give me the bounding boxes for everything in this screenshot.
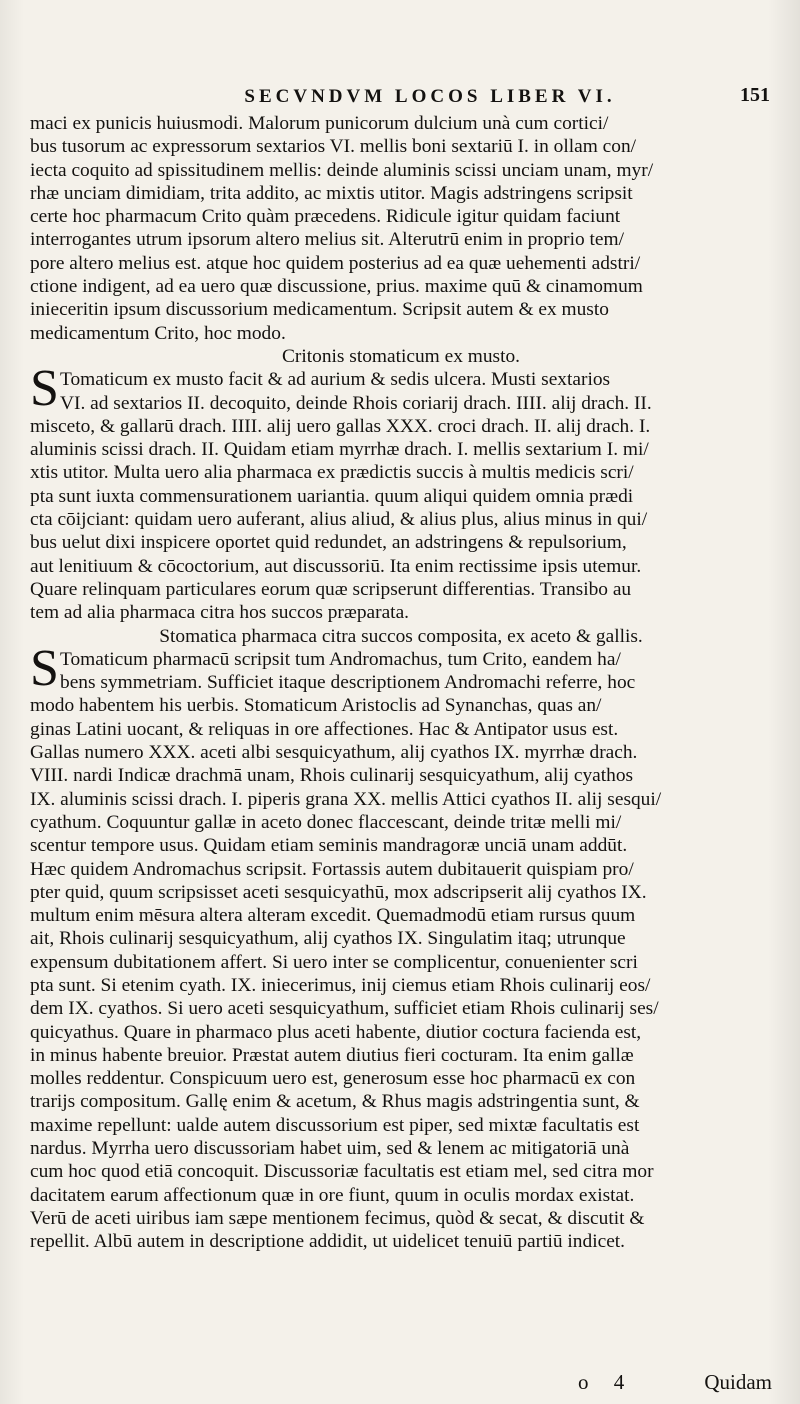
text-line: modo habentem his uerbis. Stomaticum Aristoclis ad Synanchas, quas an/ <box>30 695 602 717</box>
text-line: cyathum. Coquuntur gallæ in aceto donec flaccescant, deinde tritæ melli mi/ <box>30 811 622 833</box>
text-line: rhæ unciam dimidiam, trita addito, ac mixtis utitor. Magis adstringens scripsit <box>30 182 633 204</box>
text-line: scentur tempore usus. Quidam etiam seminis mandragoræ unciā unam addūt. <box>30 835 628 857</box>
text-line: expensum dubitationem affert. Si uero inter se complicentur, conuenienter scri <box>30 951 638 973</box>
text-line: bus uelut dixi inspicere oportet quid redundet, an adstringens & repulsorium, <box>30 532 627 554</box>
text-line: Verū de aceti uiribus iam sæpe mentionem fecimus, quòd & secat, & discutit & <box>30 1207 645 1229</box>
text-line: ait, Rhois culinarij sesquicyathum, alij cyathos IX. Singulatim itaq; utrunque <box>30 928 626 950</box>
text-line: iecta coquito ad spissitudinem mellis: deinde aluminis scissi unciam unam, myr/ <box>30 159 654 181</box>
text-line: in minus habente breuior. Præstat autem diutius fieri cocturam. Ita enim gallæ <box>30 1044 634 1066</box>
paragraph-intro <box>30 112 772 345</box>
text-line: bens symmetriam. Sufficiet itaque descriptionem Andromachi referre, hoc <box>60 672 636 694</box>
text-line: maci ex punicis huiusmodi. Malorum punicorum dulcium unà cum cortici/ <box>30 113 609 134</box>
text-line: trarijs compositum. Gallę enim & acetum, & Rhus magis adstringentia sunt, & <box>30 1091 640 1113</box>
drop-cap: S <box>30 639 59 697</box>
text-line: maxime repellunt: ualde autem discussorium est piper, sed mixtæ facultatis est <box>30 1114 640 1136</box>
text-line: molles reddentur. Conspicuum uero est, generosum esse hoc pharmacū ex con <box>30 1068 636 1090</box>
catchword: Quidam <box>704 1370 772 1394</box>
text-line: inieceritin ipsum discussorium medicamentum. Scripsit autem & ex musto <box>30 299 609 321</box>
text-line: VI. ad sextarios II. decoquito, deinde Rhois coriarij drach. IIII. alij drach. II. <box>60 392 652 414</box>
text-line: pore altero melius est. atque hoc quidem posterius ad ea quæ uehementi adstri/ <box>30 252 641 274</box>
text-line: ctione indigent, ad ea uero quæ discussione, prius. maxime quū & cinamomum <box>30 276 643 298</box>
text-line: pta sunt iuxta commensurationem uariantia. quum aliqui quidem omnia prædi <box>30 485 634 507</box>
text-line: IX. aluminis scissi drach. I. piperis grana XX. mellis Attici cyathos II. alij sesqui/ <box>30 788 662 810</box>
text-line: cta cōijciant: quidam uero auferant, alius aliud, & alius plus, alius minus in qui/ <box>30 509 648 531</box>
section-heading: Critonis stomaticum ex musto. <box>281 345 521 367</box>
text-line: dacitatem earum affectionum quæ in ore fiunt, quum in oculis mordax existat. <box>30 1184 635 1206</box>
text-line: ginas Latini uocant, & reliquas in ore affectiones. Hac & Antipator usus est. <box>30 718 619 740</box>
text-line: Quare relinquam particulares eorum quæ scripserunt differentias. Transibo au <box>30 578 632 600</box>
page-footer <box>30 1370 772 1398</box>
page-number: 151 <box>740 84 770 106</box>
page-header <box>90 80 770 116</box>
text-line: medicamentum Crito, hoc modo. <box>30 322 286 344</box>
drop-cap: S <box>30 360 59 418</box>
text-line: Tomaticum pharmacū scripsit tum Andromachus, tum Crito, eandem ha/ <box>60 648 621 670</box>
text-line: tem ad alia pharmaca citra hos succos præparata. <box>30 602 410 624</box>
text-line: dem IX. cyathos. Si uero aceti sesquicyathum, sufficiet etiam Rhois culinarij ses/ <box>30 998 659 1020</box>
section-heading: Stomatica pharmaca citra succos composita, ex aceto & gallis. <box>159 625 643 647</box>
text-line: aluminis scissi drach. II. Quidam etiam myrrhæ drach. I. mellis sextarium I. mi/ <box>30 439 649 461</box>
paragraph-crito <box>30 360 772 624</box>
text-line: cum hoc quod etiā concoquit. Discussoriæ facultatis est etiam mel, sed citra mor <box>30 1161 654 1183</box>
text-line: bus tusorum ac expressorum sextarios VI. mellis boni sextariū I. in ollam con/ <box>30 136 637 158</box>
text-line: misceto, & gallarū drach. IIII. alij uero gallas XXX. croci drach. II. alij drach. I. <box>30 415 651 437</box>
text-line: interrogantes utrum ipsorum altero melius sit. Alterutrū enim in proprio tem/ <box>30 229 624 251</box>
text-line: Tomaticum ex musto facit & ad aurium & sedis ulcera. Musti sextarios <box>60 369 611 391</box>
text-line: certe hoc pharmacum Crito quàm præcedens. Ridicule igitur quidam faciunt <box>30 206 621 228</box>
text-line: pta sunt. Si etenim cyath. IX. iniecerimus, inij ciemus etiam Rhois culinarij eos/ <box>30 974 651 996</box>
body-text <box>30 112 772 1254</box>
text-line: aut lenitiuum & cōcoctorium, aut discussoriū. Ita enim rectissime ipsis utemur. <box>30 555 642 577</box>
text-line: Gallas numero XXX. aceti albi sesquicyathum, alij cyathos IX. myrrhæ drach. <box>30 742 638 764</box>
text-line: nardus. Myrrha uero discussoriam habet uim, sed & lenem ac mitigatoriā unà <box>30 1138 630 1160</box>
text-line: pter quid, quum scripsisset aceti sesquicyathū, mox adscripserit alij cyathos IX. <box>30 881 647 903</box>
text-line: VIII. nardi Indicæ drachmā unam, Rhois culinarij sesquicyathum, alij cyathos <box>30 765 634 787</box>
running-head: SECVNDVM LOCOS LIBER VI. <box>244 86 616 107</box>
text-line: quicyathus. Quare in pharmaco plus aceti habente, diutior coctura facienda est, <box>30 1021 642 1043</box>
signature-mark: o 4 <box>578 1370 635 1394</box>
text-line: Hæc quidem Andromachus scripsit. Fortassis autem dubitauerit quispiam pro/ <box>30 858 634 880</box>
paragraph-andromachus <box>30 639 772 1254</box>
text-line: xtis utitor. Multa uero alia pharmaca ex prædictis succis à multis medicis scri/ <box>30 462 634 484</box>
text-line: repellit. Albū autem in descriptione addidit, ut uidelicet tenuiū partiū indicet. <box>30 1231 626 1253</box>
text-line: multum enim mēsura altera alteram excedit. Quemadmodū etiam rursus quum <box>30 905 636 927</box>
